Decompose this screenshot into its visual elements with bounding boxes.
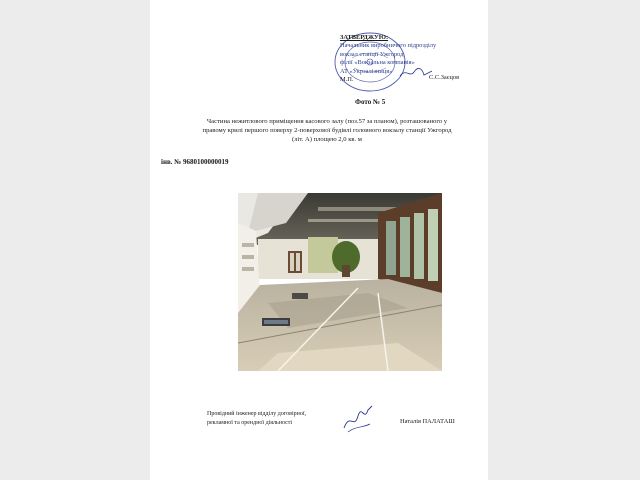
approval-heading: ЗАТВЕРДЖУЮ: (340, 34, 389, 41)
photo-description: Частина нежитлового приміщення касового залу (поз.57 за планом), розташованого у правому крилі першого поверху 2-поверхової будівлі головного вокзалу станції Ужгород (літ. А) площею 2,0 кв. м (202, 118, 452, 144)
signer-name: Наталія ПАЛАТАШ (400, 418, 455, 425)
signer-position (207, 410, 306, 428)
photo-title: Фото № 5 (355, 98, 386, 106)
hall-photo (238, 193, 442, 371)
approver-name: С.С.Заєцов (429, 74, 460, 81)
document-page (150, 0, 488, 480)
approval-line: філії «Вокзальна компанія» (340, 59, 415, 67)
approval-line: Начальник виробничого підрозділу (340, 42, 437, 50)
signer-position-line: рекламної та орендної діяльності (207, 420, 293, 426)
hall-photo-image (238, 193, 442, 371)
approver-signature (398, 66, 438, 80)
approval-mp: М.П. (340, 76, 354, 84)
approval-line: вокзал станції Ужгород (340, 50, 404, 58)
inventory-number: інв. № 9680100000019 (161, 158, 229, 166)
approval-line: АТ «Укрзалізниця» (340, 67, 393, 75)
signer-position-line: Провідний інженер відділу договірної, (207, 411, 307, 417)
signer-signature (340, 402, 376, 436)
